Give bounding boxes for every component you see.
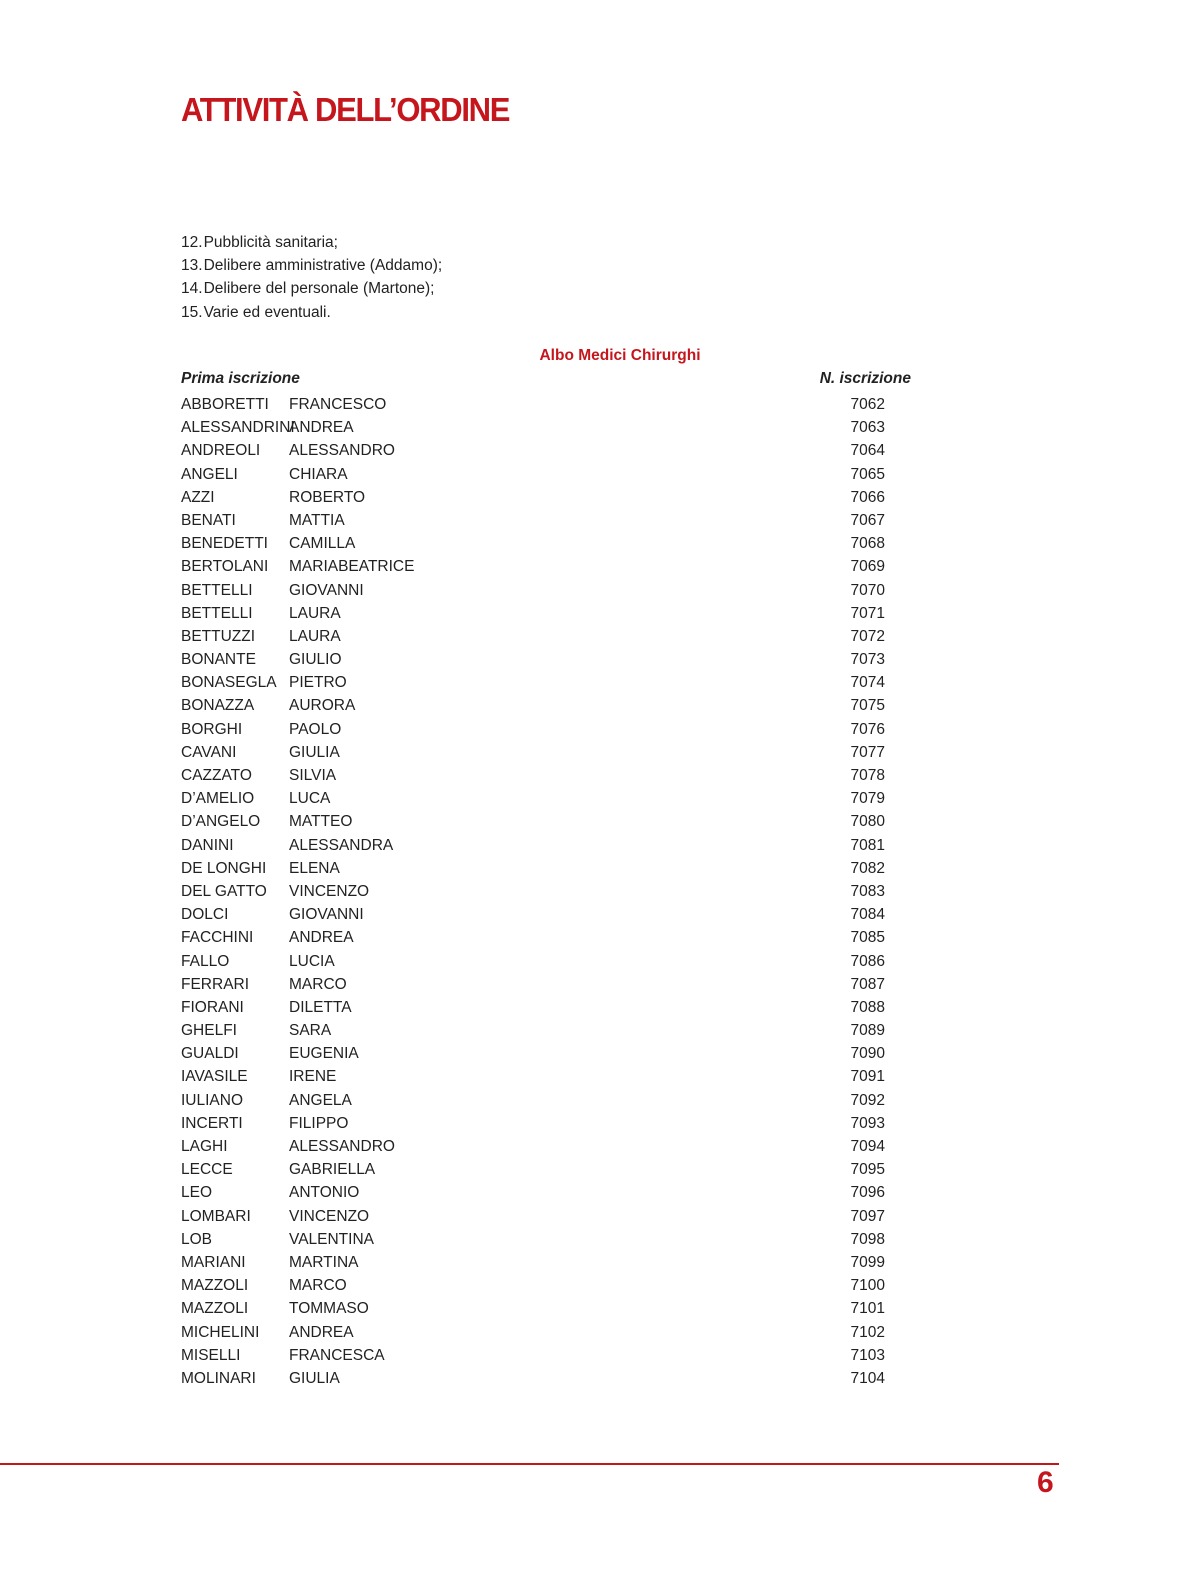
registration-number-cell: 7076 <box>850 720 885 738</box>
register-column-headers <box>181 370 911 392</box>
registration-number-cell: 7068 <box>850 535 885 553</box>
table-row <box>181 973 911 996</box>
surname-cell: MARIANI <box>181 1253 246 1271</box>
surname-cell: LAGHI <box>181 1138 228 1155</box>
table-row <box>181 1251 911 1274</box>
registration-number-cell: 7077 <box>850 743 885 761</box>
table-row <box>181 1089 911 1112</box>
registration-number-cell: 7090 <box>850 1045 885 1063</box>
first-name-cell: CHIARA <box>289 465 348 483</box>
agenda-item-text: Varie ed eventuali. <box>203 303 331 321</box>
first-name-cell: TOMMASO <box>289 1300 369 1318</box>
surname-cell: GUALDI <box>181 1045 239 1063</box>
registration-number-cell: 7071 <box>850 604 885 622</box>
surname-cell: IULIANO <box>181 1091 244 1109</box>
surname-cell: ABBORETTI <box>181 396 269 413</box>
surname-cell: DOLCI <box>181 906 229 924</box>
table-row <box>181 694 911 717</box>
table-row <box>181 463 911 486</box>
first-name-cell: LUCA <box>289 790 331 808</box>
table-row <box>181 1181 911 1204</box>
surname-cell: BETTELLI <box>181 581 253 599</box>
surname-cell: CAZZATO <box>181 767 252 784</box>
agenda-item-number: 12. <box>181 234 203 251</box>
table-row <box>181 416 911 439</box>
first-name-cell: ELENA <box>289 859 340 877</box>
first-name-cell: DILETTA <box>289 998 352 1016</box>
surname-cell: FERRARI <box>181 975 250 993</box>
first-name-cell: MARTINA <box>289 1253 359 1271</box>
agenda-list <box>181 231 442 324</box>
table-row <box>181 509 911 532</box>
first-name-cell: GABRIELLA <box>289 1161 376 1179</box>
table-row <box>181 1158 911 1181</box>
register-table <box>181 393 911 1390</box>
registration-number-cell: 7083 <box>850 882 885 900</box>
first-name-cell: ALESSANDRA <box>289 836 394 854</box>
registration-number-cell: 7074 <box>850 674 885 692</box>
agenda-item <box>181 301 442 324</box>
page-title: ATTIVITÀ DELL’ORDINE <box>181 91 510 128</box>
first-name-cell: FRANCESCA <box>289 1346 385 1364</box>
registration-number-cell: 7088 <box>850 998 885 1016</box>
registration-number-cell: 7102 <box>850 1323 885 1341</box>
table-row <box>181 671 911 694</box>
registration-number-cell: 7075 <box>850 697 885 715</box>
table-row <box>181 996 911 1019</box>
registration-number-cell: 7096 <box>850 1184 885 1202</box>
table-row <box>181 926 911 949</box>
surname-cell: BENATI <box>181 511 236 529</box>
registration-number-cell: 7067 <box>850 511 885 529</box>
surname-cell: BERTOLANI <box>181 558 269 576</box>
table-row <box>181 950 911 973</box>
table-row <box>181 648 911 671</box>
table-row <box>181 1228 911 1251</box>
registration-number-cell: 7100 <box>850 1277 885 1295</box>
table-row <box>181 555 911 578</box>
agenda-item-number: 14. <box>181 280 203 298</box>
first-name-cell: ANGELA <box>289 1091 352 1109</box>
surname-cell: IAVASILE <box>181 1068 248 1086</box>
registration-number-cell: 7079 <box>850 790 885 808</box>
first-name-cell: MATTEO <box>289 813 353 831</box>
agenda-item-text: Delibere amministrative (Addamo); <box>203 257 443 275</box>
surname-cell: DE LONGHI <box>181 859 267 877</box>
surname-cell: LEO <box>181 1184 213 1202</box>
table-row <box>181 741 911 764</box>
surname-cell: INCERTI <box>181 1114 243 1132</box>
column-header-first-registration: Prima iscrizione <box>181 370 300 387</box>
surname-cell: LOB <box>181 1230 213 1248</box>
agenda-item-text: Delibere del personale (Martone); <box>203 280 435 298</box>
table-row <box>181 1297 911 1320</box>
table-row <box>181 393 911 416</box>
registration-number-cell: 7103 <box>850 1346 885 1364</box>
table-row <box>181 1112 911 1135</box>
first-name-cell: LUCIA <box>289 952 335 970</box>
first-name-cell: FRANCESCO <box>289 396 387 413</box>
agenda-item-number: 15. <box>181 303 203 321</box>
registration-number-cell: 7082 <box>850 859 885 877</box>
table-row <box>181 532 911 555</box>
surname-cell: CAVANI <box>181 743 237 761</box>
agenda-item <box>181 277 442 300</box>
table-row <box>181 486 911 509</box>
registration-number-cell: 7080 <box>850 813 885 831</box>
registration-number-cell: 7086 <box>850 952 885 970</box>
registration-number-cell: 7101 <box>850 1300 885 1318</box>
table-row <box>181 834 911 857</box>
first-name-cell: GIULIA <box>289 1369 340 1387</box>
first-name-cell: SARA <box>289 1022 332 1040</box>
first-name-cell: ALESSANDRO <box>289 1138 395 1155</box>
surname-cell: FIORANI <box>181 998 244 1016</box>
column-header-registration-number: N. iscrizione <box>819 370 911 387</box>
page-number: 6 <box>1037 1466 1054 1499</box>
surname-cell: LECCE <box>181 1161 233 1179</box>
registration-number-cell: 7091 <box>850 1068 885 1086</box>
surname-cell: MAZZOLI <box>181 1277 249 1295</box>
first-name-cell: FILIPPO <box>289 1114 349 1132</box>
table-row <box>181 1274 911 1297</box>
table-row <box>181 810 911 833</box>
registration-number-cell: 7064 <box>850 442 885 460</box>
registration-number-cell: 7097 <box>850 1207 885 1225</box>
surname-cell: DANINI <box>181 836 234 854</box>
registration-number-cell: 7084 <box>850 906 885 924</box>
table-row <box>181 787 911 810</box>
surname-cell: ALESSANDRINI <box>181 419 295 437</box>
registration-number-cell: 7093 <box>850 1114 885 1132</box>
table-row <box>181 1344 911 1367</box>
first-name-cell: VALENTINA <box>289 1230 374 1248</box>
surname-cell: BETTELLI <box>181 604 253 622</box>
registration-number-cell: 7099 <box>850 1253 885 1271</box>
surname-cell: BONASEGLA <box>181 674 277 692</box>
footer-divider <box>0 1463 1059 1465</box>
surname-cell: MOLINARI <box>181 1369 256 1387</box>
table-row <box>181 1019 911 1042</box>
agenda-item-number: 13. <box>181 257 203 275</box>
first-name-cell: MARCO <box>289 975 347 993</box>
registration-number-cell: 7062 <box>850 396 885 413</box>
first-name-cell: GIULIO <box>289 651 342 669</box>
first-name-cell: PAOLO <box>289 720 342 738</box>
registration-number-cell: 7092 <box>850 1091 885 1109</box>
first-name-cell: GIULIA <box>289 743 340 761</box>
first-name-cell: EUGENIA <box>289 1045 359 1063</box>
registration-number-cell: 7065 <box>850 465 885 483</box>
surname-cell: FACCHINI <box>181 929 254 947</box>
first-name-cell: LAURA <box>289 627 341 645</box>
surname-cell: MAZZOLI <box>181 1300 249 1318</box>
registration-number-cell: 7089 <box>850 1022 885 1040</box>
surname-cell: BONAZZA <box>181 697 255 715</box>
agenda-item <box>181 231 442 254</box>
table-row <box>181 579 911 602</box>
first-name-cell: ROBERTO <box>289 488 366 506</box>
registration-number-cell: 7081 <box>850 836 885 854</box>
table-row <box>181 1367 911 1390</box>
registration-number-cell: 7072 <box>850 627 885 645</box>
surname-cell: DEL GATTO <box>181 882 267 900</box>
table-row <box>181 718 911 741</box>
registration-number-cell: 7087 <box>850 975 885 993</box>
table-row <box>181 1205 911 1228</box>
agenda-item-text: Pubblicità sanitaria; <box>203 234 338 251</box>
first-name-cell: MATTIA <box>289 511 345 529</box>
table-row <box>181 1065 911 1088</box>
surname-cell: BETTUZZI <box>181 627 256 645</box>
first-name-cell: ALESSANDRO <box>289 442 395 460</box>
registration-number-cell: 7066 <box>850 488 885 506</box>
surname-cell: MICHELINI <box>181 1323 260 1341</box>
table-row <box>181 1042 911 1065</box>
agenda-item <box>181 254 442 277</box>
table-row <box>181 903 911 926</box>
first-name-cell: LAURA <box>289 604 341 622</box>
table-row <box>181 1135 911 1158</box>
registration-number-cell: 7094 <box>850 1138 885 1155</box>
table-row <box>181 439 911 462</box>
first-name-cell: IRENE <box>289 1068 337 1086</box>
first-name-cell: PIETRO <box>289 674 347 692</box>
first-name-cell: SILVIA <box>289 767 337 784</box>
register-heading: Albo Medici Chirurghi <box>539 347 701 364</box>
surname-cell: MISELLI <box>181 1346 241 1364</box>
registration-number-cell: 7070 <box>850 581 885 599</box>
surname-cell: ANDREOLI <box>181 442 261 460</box>
first-name-cell: GIOVANNI <box>289 906 364 924</box>
first-name-cell: VINCENZO <box>289 1207 370 1225</box>
table-row <box>181 764 911 787</box>
first-name-cell: GIOVANNI <box>289 581 364 599</box>
table-row <box>181 602 911 625</box>
registration-number-cell: 7104 <box>850 1369 885 1387</box>
surname-cell: BONANTE <box>181 651 256 669</box>
surname-cell: D’AMELIO <box>181 790 255 808</box>
table-row <box>181 880 911 903</box>
first-name-cell: VINCENZO <box>289 882 370 900</box>
surname-cell: BENEDETTI <box>181 535 268 553</box>
table-row <box>181 857 911 880</box>
first-name-cell: AURORA <box>289 697 356 715</box>
first-name-cell: MARCO <box>289 1277 347 1295</box>
first-name-cell: ANTONIO <box>289 1184 360 1202</box>
first-name-cell: ANDREA <box>289 419 354 437</box>
first-name-cell: MARIABEATRICE <box>289 558 415 576</box>
registration-number-cell: 7098 <box>850 1230 885 1248</box>
table-row <box>181 625 911 648</box>
surname-cell: FALLO <box>181 952 230 970</box>
registration-number-cell: 7078 <box>850 767 885 784</box>
first-name-cell: ANDREA <box>289 929 354 947</box>
registration-number-cell: 7073 <box>850 651 885 669</box>
registration-number-cell: 7063 <box>850 419 885 437</box>
surname-cell: AZZI <box>181 488 215 506</box>
surname-cell: D’ANGELO <box>181 813 261 831</box>
surname-cell: GHELFI <box>181 1022 237 1040</box>
surname-cell: ANGELI <box>181 465 238 483</box>
surname-cell: BORGHI <box>181 720 243 738</box>
registration-number-cell: 7085 <box>850 929 885 947</box>
surname-cell: LOMBARI <box>181 1207 251 1225</box>
table-row <box>181 1321 911 1344</box>
registration-number-cell: 7069 <box>850 558 885 576</box>
registration-number-cell: 7095 <box>850 1161 885 1179</box>
first-name-cell: ANDREA <box>289 1323 354 1341</box>
first-name-cell: CAMILLA <box>289 535 356 553</box>
